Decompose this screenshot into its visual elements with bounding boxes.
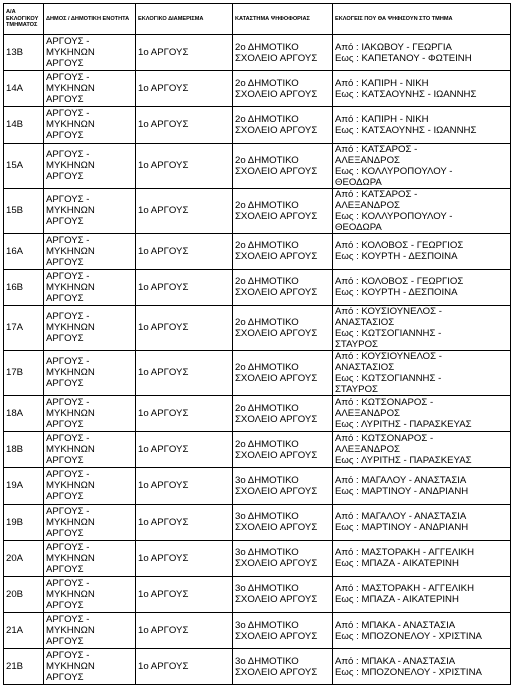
cell-line: ΣΧΟΛΕΙΟ ΑΡΓΟΥΣ: [235, 165, 318, 177]
table-row: [4, 305, 511, 350]
voters-range-cell: [333, 540, 511, 576]
district-cell: 1ο ΑΡΓΟΥΣ: [136, 233, 233, 269]
cell-line: Εως : ΚΩΤΣΟΓΙΑΝΝΗΣ -: [335, 372, 442, 384]
section-id-cell: 15Α: [4, 143, 44, 188]
voters-range-cell: [333, 269, 511, 305]
cell-line: ΜΥΚΗΝΩΝ: [46, 47, 95, 59]
cell-line: 3ο ΔΗΜΟΤΙΚΟ: [235, 655, 299, 667]
section-id-cell: 20Α: [4, 540, 44, 576]
section-id-cell: 18Α: [4, 395, 44, 431]
cell-line: 3ο ΔΗΜΟΤΙΚΟ: [235, 583, 299, 595]
district-cell: 1ο ΑΡΓΟΥΣ: [136, 504, 233, 540]
cell-line: ΑΡΓΟΥΣ: [46, 292, 84, 304]
municipality-cell: [44, 576, 136, 612]
table-row: [4, 395, 511, 431]
municipality-cell: [44, 305, 136, 350]
section-id-cell: 13Β: [4, 35, 44, 71]
cell-line: ΜΥΚΗΝΩΝ: [46, 408, 95, 420]
cell-line: ΑΡΓΟΥΣ: [46, 378, 84, 390]
section-id-cell: 21Β: [4, 649, 44, 685]
cell-line: 2ο ΔΗΜΟΤΙΚΟ: [235, 316, 299, 328]
cell-line: ΑΛΕΞΑΝΔΡΟΣ: [335, 444, 400, 456]
polling-station-cell: [233, 540, 333, 576]
voters-range-cell: [333, 71, 511, 107]
voters-range-cell: [333, 143, 511, 188]
section-id-cell: 17Β: [4, 350, 44, 395]
cell-line: ΣΧΟΛΕΙΟ ΑΡΓΟΥΣ: [235, 251, 318, 263]
cell-line: ΜΥΚΗΝΩΝ: [46, 245, 95, 257]
cell-line: ΑΡΓΟΥΣ: [46, 333, 84, 345]
district-cell: 1ο ΑΡΓΟΥΣ: [136, 35, 233, 71]
cell-line: ΑΡΓΟΥΣ: [46, 455, 84, 467]
cell-line: ΜΥΚΗΝΩΝ: [46, 516, 95, 528]
voters-range-cell: [333, 107, 511, 143]
voters-range-cell: [333, 613, 511, 649]
municipality-cell: [44, 468, 136, 504]
polling-station-cell: [233, 233, 333, 269]
district-cell: 1ο ΑΡΓΟΥΣ: [136, 540, 233, 576]
cell-line: ΑΡΓΟΥΣ -: [46, 270, 90, 282]
cell-line: Εως : ΛΥΡΙΤΗΣ - ΠΑΡΑΣΚΕΥΑΣ: [335, 419, 472, 431]
cell-line: 3ο ΔΗΜΟΤΙΚΟ: [235, 619, 299, 631]
cell-line: ΜΥΚΗΝΩΝ: [46, 83, 95, 95]
table-row: [4, 35, 511, 71]
district-cell: 1ο ΑΡΓΟΥΣ: [136, 305, 233, 350]
header-polling-station: ΚΑΤΑΣΤΗΜΑ ΨΗΦΟΦΟΡΙΑΣ: [233, 4, 333, 35]
polling-station-cell: [233, 649, 333, 685]
cell-line: ΑΡΓΟΥΣ: [46, 563, 84, 575]
municipality-cell: [44, 269, 136, 305]
table-body: [4, 35, 511, 685]
municipality-cell: [44, 233, 136, 269]
municipality-cell: [44, 71, 136, 107]
polling-station-cell: [233, 432, 333, 468]
cell-line: ΜΥΚΗΝΩΝ: [46, 588, 95, 600]
cell-line: ΑΡΓΟΥΣ -: [46, 356, 90, 368]
cell-line: Από : ΜΠΑΚΑ - ΑΝΑΣΤΑΣΙΑ: [335, 619, 456, 631]
section-id-cell: 16Β: [4, 269, 44, 305]
district-cell: 1ο ΑΡΓΟΥΣ: [136, 576, 233, 612]
cell-line: 3ο ΔΗΜΟΤΙΚΟ: [235, 547, 299, 559]
polling-station-cell: [233, 576, 333, 612]
header-voters-range: ΕΚΛΟΓΕΙΣ ΠΟΥ ΘΑ ΨΗΦΙΣΟΥΝ ΣΤΟ ΤΜΗΜΑ: [333, 4, 511, 35]
cell-line: ΑΡΓΟΥΣ: [46, 527, 84, 539]
cell-line: ΘΕΟΔΩΡΑ: [335, 176, 382, 188]
cell-line: Από : ΚΑΠΙΡΗ - ΝΙΚΗ: [335, 77, 429, 89]
cell-line: Από : ΚΟΛΟΒΟΣ - ΓΕΩΡΓΙΟΣ: [335, 276, 464, 288]
cell-line: ΣΤΑΥΡΟΣ: [335, 383, 378, 395]
table-row: [4, 350, 511, 395]
table-header-row: [4, 4, 511, 35]
district-cell: 1ο ΑΡΓΟΥΣ: [136, 613, 233, 649]
header-electoral-district: ΕΚΛΟΓΙΚΟ ΔΙΑΜΕΡΙΣΜΑ: [136, 4, 233, 35]
cell-line: ΜΥΚΗΝΩΝ: [46, 281, 95, 293]
cell-line: Εως : ΚΑΠΕΤΑΝΟΥ - ΦΩΤΕΙΝΗ: [335, 52, 472, 64]
polling-station-cell: [233, 468, 333, 504]
voters-range-cell: [333, 188, 511, 233]
section-id-cell: 14Α: [4, 71, 44, 107]
table-row: [4, 613, 511, 649]
voters-range-cell: [333, 504, 511, 540]
cell-line: 3ο ΔΗΜΟΤΙΚΟ: [235, 511, 299, 523]
header-line: ΕΚΛΟΓΙΚΟΥ: [6, 15, 39, 22]
cell-line: Εως : ΜΠΟΖΟΝΕΛΟΥ - ΧΡΙΣΤΙΝΑ: [335, 666, 482, 678]
cell-line: ΜΥΚΗΝΩΝ: [46, 322, 95, 334]
cell-line: Από : ΜΑΓΑΛΟΥ - ΑΝΑΣΤΑΣΙΑ: [335, 511, 467, 523]
cell-line: ΣΧΟΛΕΙΟ ΑΡΓΟΥΣ: [235, 558, 318, 570]
cell-line: Εως : ΜΠΑΖΑ - ΑΙΚΑΤΕΡΙΝΗ: [335, 558, 459, 570]
header-municipality: ΔΗΜΟΣ / ΔΗΜΟΤΙΚΗ ΕΝΟΤΗΤΑ: [44, 4, 136, 35]
header-section-number: [4, 4, 44, 35]
cell-line: Εως : ΜΑΡΤΙΝΟΥ - ΑΝΔΡΙΑΝΗ: [335, 485, 469, 497]
cell-line: ΑΡΓΟΥΣ -: [46, 149, 90, 161]
cell-line: ΣΧΟΛΕΙΟ ΑΡΓΟΥΣ: [235, 413, 318, 425]
polling-station-cell: [233, 350, 333, 395]
cell-line: ΣΧΟΛΕΙΟ ΑΡΓΟΥΣ: [235, 449, 318, 461]
cell-line: ΜΥΚΗΝΩΝ: [46, 119, 95, 131]
cell-line: ΑΡΓΟΥΣ -: [46, 469, 90, 481]
voters-range-cell: [333, 576, 511, 612]
district-cell: 1ο ΑΡΓΟΥΣ: [136, 432, 233, 468]
cell-line: Από : ΚΟΥΣΙΟΥΝΕΛΟΣ -: [335, 305, 442, 317]
voters-range-cell: [333, 305, 511, 350]
cell-line: Εως : ΚΟΛΛΥΡΟΠΟΥΛΟΥ -: [335, 210, 453, 222]
cell-line: ΣΧΟΛΕΙΟ ΑΡΓΟΥΣ: [235, 594, 318, 606]
cell-line: ΑΡΓΟΥΣ -: [46, 311, 90, 323]
cell-line: Από : ΚΟΥΣΙΟΥΝΕΛΟΣ -: [335, 350, 442, 362]
cell-line: ΣΧΟΛΕΙΟ ΑΡΓΟΥΣ: [235, 666, 318, 678]
district-cell: 1ο ΑΡΓΟΥΣ: [136, 395, 233, 431]
cell-line: ΑΡΓΟΥΣ -: [46, 505, 90, 517]
cell-line: 2ο ΔΗΜΟΤΙΚΟ: [235, 361, 299, 373]
cell-line: Εως : ΚΟΥΡΤΗ - ΔΕΣΠΟΙΝΑ: [335, 287, 458, 299]
cell-line: Από : ΚΑΤΣΑΡΟΣ -: [335, 188, 418, 200]
section-id-cell: 18Β: [4, 432, 44, 468]
cell-line: 2ο ΔΗΜΟΤΙΚΟ: [235, 41, 299, 53]
section-id-cell: 16Α: [4, 233, 44, 269]
table-row: [4, 540, 511, 576]
cell-line: 2ο ΔΗΜΟΤΙΚΟ: [235, 402, 299, 414]
cell-line: ΜΥΚΗΝΩΝ: [46, 160, 95, 172]
section-id-cell: 20Β: [4, 576, 44, 612]
cell-line: Από : ΜΠΑΚΑ - ΑΝΑΣΤΑΣΙΑ: [335, 655, 456, 667]
cell-line: Εως : ΚΟΛΛΥΡΟΠΟΥΛΟΥ -: [335, 165, 453, 177]
voters-range-cell: [333, 35, 511, 71]
cell-line: ΣΧΟΛΕΙΟ ΑΡΓΟΥΣ: [235, 124, 318, 136]
cell-line: ΣΧΟΛΕΙΟ ΑΡΓΟΥΣ: [235, 327, 318, 339]
voters-range-cell: [333, 233, 511, 269]
cell-line: ΑΡΓΟΥΣ -: [46, 577, 90, 589]
polling-station-cell: [233, 35, 333, 71]
table-row: [4, 71, 511, 107]
cell-line: Από : ΜΑΣΤΟΡΑΚΗ - ΑΓΓΕΛΙΚΗ: [335, 583, 474, 595]
cell-line: 3ο ΔΗΜΟΤΙΚΟ: [235, 474, 299, 486]
cell-line: ΣΧΟΛΕΙΟ ΑΡΓΟΥΣ: [235, 287, 318, 299]
cell-line: ΜΥΚΗΝΩΝ: [46, 661, 95, 673]
cell-line: ΜΥΚΗΝΩΝ: [46, 367, 95, 379]
cell-line: ΣΤΑΥΡΟΣ: [335, 338, 378, 350]
cell-line: Εως : ΚΑΤΣΑΟΥΝΗΣ - ΙΩΑΝΝΗΣ: [335, 88, 477, 100]
cell-line: ΑΡΓΟΥΣ -: [46, 194, 90, 206]
voters-range-cell: [333, 395, 511, 431]
cell-line: Από : ΚΑΠΙΡΗ - ΝΙΚΗ: [335, 113, 429, 125]
cell-line: ΑΡΓΟΥΣ -: [46, 397, 90, 409]
municipality-cell: [44, 188, 136, 233]
municipality-cell: [44, 395, 136, 431]
cell-line: ΣΧΟΛΕΙΟ ΑΡΓΟΥΣ: [235, 210, 318, 222]
cell-line: ΑΛΕΞΑΝΔΡΟΣ: [335, 199, 400, 211]
cell-line: ΜΥΚΗΝΩΝ: [46, 205, 95, 217]
cell-line: ΑΡΓΟΥΣ -: [46, 650, 90, 662]
polling-station-cell: [233, 395, 333, 431]
cell-line: ΑΝΑΣΤΑΣΙΟΣ: [335, 316, 395, 328]
cell-line: ΘΕΟΔΩΡΑ: [335, 221, 382, 233]
cell-line: ΜΥΚΗΝΩΝ: [46, 480, 95, 492]
cell-line: Από : ΚΑΤΣΑΡΟΣ -: [335, 143, 418, 155]
municipality-cell: [44, 107, 136, 143]
municipality-cell: [44, 143, 136, 188]
cell-line: Εως : ΜΠΑΖΑ - ΑΙΚΑΤΕΡΙΝΗ: [335, 594, 459, 606]
cell-line: ΑΡΓΟΥΣ: [46, 636, 84, 648]
section-id-cell: 19Β: [4, 504, 44, 540]
district-cell: 1ο ΑΡΓΟΥΣ: [136, 71, 233, 107]
cell-line: 2ο ΔΗΜΟΤΙΚΟ: [235, 276, 299, 288]
district-cell: 1ο ΑΡΓΟΥΣ: [136, 350, 233, 395]
municipality-cell: [44, 35, 136, 71]
district-cell: 1ο ΑΡΓΟΥΣ: [136, 107, 233, 143]
cell-line: Από : ΚΩΤΣΟΝΑΡΟΣ -: [335, 397, 434, 409]
cell-line: ΣΧΟΛΕΙΟ ΑΡΓΟΥΣ: [235, 630, 318, 642]
municipality-cell: [44, 504, 136, 540]
section-id-cell: 14Β: [4, 107, 44, 143]
cell-line: ΑΡΓΟΥΣ: [46, 216, 84, 228]
voters-range-cell: [333, 649, 511, 685]
section-id-cell: 21Α: [4, 613, 44, 649]
cell-line: Από : ΚΟΛΟΒΟΣ - ΓΕΩΡΓΙΟΣ: [335, 240, 464, 252]
voters-range-cell: [333, 350, 511, 395]
cell-line: ΑΡΓΟΥΣ: [46, 419, 84, 431]
cell-line: 2ο ΔΗΜΟΤΙΚΟ: [235, 113, 299, 125]
header-line: ΤΜΗΜΑΤΟΣ: [6, 22, 38, 29]
cell-line: Εως : ΚΟΥΡΤΗ - ΔΕΣΠΟΙΝΑ: [335, 251, 458, 263]
cell-line: Εως : ΜΠΟΖΟΝΕΛΟΥ - ΧΡΙΣΤΙΝΑ: [335, 630, 482, 642]
polling-station-cell: [233, 269, 333, 305]
cell-line: ΣΧΟΛΕΙΟ ΑΡΓΟΥΣ: [235, 485, 318, 497]
table-row: [4, 576, 511, 612]
cell-line: ΑΝΑΣΤΑΣΙΟΣ: [335, 361, 395, 373]
cell-line: Εως : ΚΩΤΣΟΓΙΑΝΝΗΣ -: [335, 327, 442, 339]
cell-line: ΜΥΚΗΝΩΝ: [46, 444, 95, 456]
cell-line: ΜΥΚΗΝΩΝ: [46, 625, 95, 637]
cell-line: 2ο ΔΗΜΟΤΙΚΟ: [235, 199, 299, 211]
cell-line: ΣΧΟΛΕΙΟ ΑΡΓΟΥΣ: [235, 88, 318, 100]
district-cell: 1ο ΑΡΓΟΥΣ: [136, 143, 233, 188]
district-cell: 1ο ΑΡΓΟΥΣ: [136, 468, 233, 504]
municipality-cell: [44, 540, 136, 576]
polling-station-cell: [233, 613, 333, 649]
voters-range-cell: [333, 468, 511, 504]
table-row: [4, 107, 511, 143]
cell-line: ΑΡΓΟΥΣ -: [46, 108, 90, 120]
section-id-cell: 19Α: [4, 468, 44, 504]
table-row: [4, 649, 511, 685]
table-row: [4, 143, 511, 188]
cell-line: ΑΡΓΟΥΣ: [46, 94, 84, 106]
cell-line: ΑΡΓΟΥΣ: [46, 171, 84, 183]
polling-station-cell: [233, 504, 333, 540]
polling-station-cell: [233, 71, 333, 107]
table-row: [4, 504, 511, 540]
table-row: [4, 269, 511, 305]
cell-line: ΜΥΚΗΝΩΝ: [46, 552, 95, 564]
district-cell: 1ο ΑΡΓΟΥΣ: [136, 649, 233, 685]
polling-station-cell: [233, 188, 333, 233]
municipality-cell: [44, 613, 136, 649]
cell-line: ΑΡΓΟΥΣ: [46, 130, 84, 142]
municipality-cell: [44, 432, 136, 468]
cell-line: Εως : ΜΑΡΤΙΝΟΥ - ΑΝΔΡΙΑΝΗ: [335, 522, 469, 534]
cell-line: ΑΡΓΟΥΣ: [46, 599, 84, 611]
cell-line: Από : ΙΑΚΩΒΟΥ - ΓΕΩΡΓΙΑ: [335, 41, 452, 53]
cell-line: Από : ΜΑΣΤΟΡΑΚΗ - ΑΓΓΕΛΙΚΗ: [335, 547, 474, 559]
district-cell: 1ο ΑΡΓΟΥΣ: [136, 269, 233, 305]
table-row: [4, 432, 511, 468]
cell-line: 2ο ΔΗΜΟΤΙΚΟ: [235, 240, 299, 252]
cell-line: ΣΧΟΛΕΙΟ ΑΡΓΟΥΣ: [235, 52, 318, 64]
cell-line: ΑΛΕΞΑΝΔΡΟΣ: [335, 408, 400, 420]
cell-line: ΑΡΓΟΥΣ: [46, 58, 84, 70]
cell-line: ΑΛΕΞΑΝΔΡΟΣ: [335, 154, 400, 166]
cell-line: ΑΡΓΟΥΣ -: [46, 433, 90, 445]
table-row: [4, 233, 511, 269]
cell-line: Εως : ΚΑΤΣΑΟΥΝΗΣ - ΙΩΑΝΝΗΣ: [335, 124, 477, 136]
table-row: [4, 188, 511, 233]
cell-line: Εως : ΛΥΡΙΤΗΣ - ΠΑΡΑΣΚΕΥΑΣ: [335, 455, 472, 467]
district-cell: 1ο ΑΡΓΟΥΣ: [136, 188, 233, 233]
cell-line: 2ο ΔΗΜΟΤΙΚΟ: [235, 77, 299, 89]
cell-line: Από : ΚΩΤΣΟΝΑΡΟΣ -: [335, 433, 434, 445]
cell-line: 2ο ΔΗΜΟΤΙΚΟ: [235, 154, 299, 166]
polling-station-cell: [233, 107, 333, 143]
cell-line: ΑΡΓΟΥΣ: [46, 672, 84, 684]
section-id-cell: 17Α: [4, 305, 44, 350]
section-id-cell: 15Β: [4, 188, 44, 233]
cell-line: ΑΡΓΟΥΣ: [46, 256, 84, 268]
polling-sections-table: [3, 3, 511, 685]
cell-line: ΑΡΓΟΥΣ: [46, 491, 84, 503]
cell-line: Από : ΜΑΓΑΛΟΥ - ΑΝΑΣΤΑΣΙΑ: [335, 474, 467, 486]
cell-line: ΣΧΟΛΕΙΟ ΑΡΓΟΥΣ: [235, 372, 318, 384]
polling-station-cell: [233, 305, 333, 350]
cell-line: 2ο ΔΗΜΟΤΙΚΟ: [235, 438, 299, 450]
cell-line: ΑΡΓΟΥΣ -: [46, 614, 90, 626]
cell-line: ΑΡΓΟΥΣ -: [46, 541, 90, 553]
municipality-cell: [44, 649, 136, 685]
header-line: Α/Α: [6, 9, 16, 16]
cell-line: ΑΡΓΟΥΣ -: [46, 72, 90, 84]
cell-line: ΣΧΟΛΕΙΟ ΑΡΓΟΥΣ: [235, 522, 318, 534]
municipality-cell: [44, 350, 136, 395]
table-row: [4, 468, 511, 504]
polling-station-cell: [233, 143, 333, 188]
cell-line: ΑΡΓΟΥΣ -: [46, 234, 90, 246]
cell-line: ΑΡΓΟΥΣ -: [46, 36, 90, 48]
voters-range-cell: [333, 432, 511, 468]
